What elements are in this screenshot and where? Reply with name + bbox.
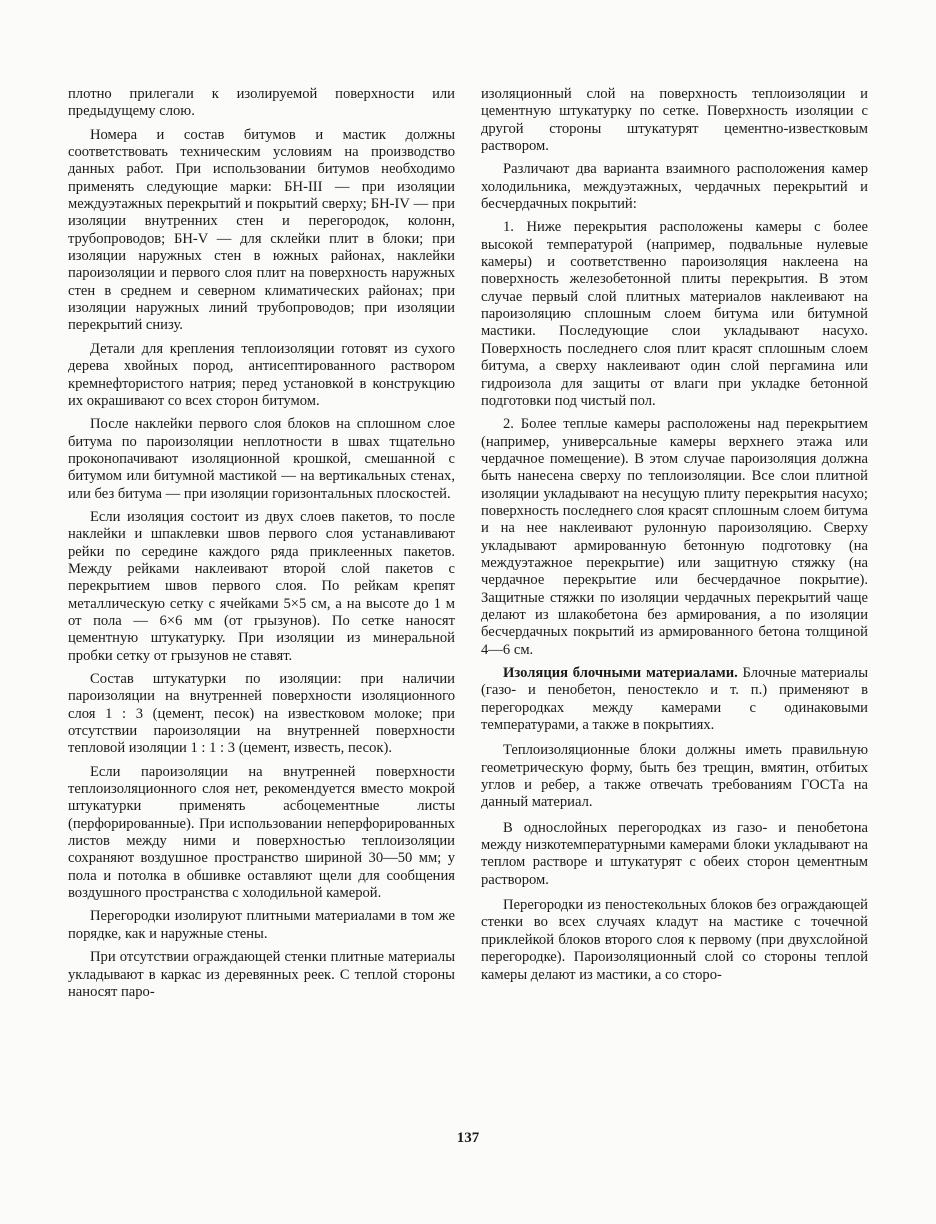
left-paragraph: [68, 127, 455, 335]
left-paragraph: [68, 671, 455, 758]
right-paragraph: [481, 897, 868, 984]
section-heading: Изоляция блочными материалами.: [503, 665, 738, 681]
left-paragraph: [68, 341, 455, 410]
right-paragraph: [481, 820, 868, 889]
left-paragraph: [68, 764, 455, 903]
left-paragraph: [68, 86, 455, 121]
paragraph-text: Перегородки изолируют плитными материалами в том же порядке, как и наружные стены.: [68, 908, 455, 942]
paragraph-text: 2. Более теплые камеры расположены над перекрытием (например, универсальные камеры верхнего этажа или чердачное помещение). В этом случае пароизоляция должна быть нанесена сверху по теплоизоляции. Все слои плитной изоляции укладывают на несущую плиту перекрытия насухо; поверхность последнего слоя красят сплошным слоем битума и на нее наклеивают рулонную пароизоляцию. Сверху укладывают армированную бетонную подготовку (на междуэтажное перекрытие) или защитную стяжку (на чердачное перекрытие или бесчердачное покрытие). Защитные стяжки по изоляции чердачных перекрытий чаще делают из шлакобетона без армирования, а по изоляции бесчердачных покрытий из армированного бетона толщиной 4—6 см.: [481, 416, 868, 658]
paragraph-text: Номера и состав битумов и мастик должны соответствовать техническим условиям на производство данных работ. При использовании битумов необходимо применять следующие марки: БН-III — при изоляции междуэтажных перекрытий и покрытий сверху; БН-IV — при изоляции внутренних стен и перегородок, колонн, трубопроводов; БН-V — для склейки плит в блоки; при изоляции наружных стен в южных районах, наклейки пароизоляции и первого слоя плит на поверхность наружных стен в среднем и северном климатических районах; при изоляции наружных линий трубопроводов; при изоляции перекрытий снизу.: [68, 126, 455, 334]
paragraph-text: изоляционный слой на поверхность теплоизоляции и цементную штукатурку по сетке. Поверхность изоляции с другой стороны штукатурят цементно-известковым раствором.: [481, 86, 868, 155]
left-paragraph: [68, 416, 455, 503]
left-paragraph: [68, 949, 455, 1001]
right-paragraph: [481, 416, 868, 659]
paragraph-text: При отсутствии ограждающей стенки плитные материалы укладывают в каркас из деревянных реек. С теплой стороны наносят паро-: [68, 949, 455, 1000]
paragraph-text: Теплоизоляционные блоки должны иметь правильную геометрическую форму, быть без трещин, вмятин, отбитых углов и ребер, а также отвечать требованиям ГОСТа на данный материал.: [481, 742, 868, 811]
paragraph-text: 1. Ниже перекрытия расположены камеры с более высокой температурой (например, подвальные нулевые камеры) и соответственно пароизоляция наклеена на поверхность железобетонной плиты перекрытия. В этом случае первый слой плитных материалов наклеивают на пароизоляцию сплошным слоем битума или битумной мастики. Последующие слои укладывают насухо. Поверхность последнего слоя плит красят сплошным слоем битума, а сверху наклеивают один слой пергамина или гидроизола для защиты от влаги при укладке бетонной подготовки под чистый пол.: [481, 219, 868, 409]
left-text-column: [68, 86, 455, 1007]
left-paragraph: [68, 908, 455, 943]
paragraph-text: Состав штукатурки по изоляции: при наличии пароизоляции на внутренней поверхности изоляционного слоя 1 : 3 (цемент, песок) на известковом молоке; при отсутствии пароизоляции на внутренней поверхности тепловой изоляции 1 : 1 : 3 (цемент, известь, песок).: [68, 671, 455, 757]
paragraph-text: Если пароизоляции на внутренней поверхности теплоизоляционного слоя нет, рекомендуется вместо мокрой штукатурки применять асбоцементные листы (перфорированные). При использовании неперфорированных листов между ними и поверхностью теплоизоляции сохраняют воздушное пространство шириной 30—50 мм; у пола и потолка в обшивке оставляют щели для сообщения воздушного пространства с холодильной камерой.: [68, 763, 455, 902]
right-paragraph: [481, 665, 868, 734]
right-text-column: [481, 86, 868, 990]
right-paragraph: [481, 742, 868, 811]
paragraph-text: Различают два варианта взаимного расположения камер холодильника, междуэтажных, чердачных перекрытий и бесчердачных покрытий:: [481, 161, 868, 213]
left-paragraph: [68, 509, 455, 665]
page-number: 137: [456, 1130, 480, 1146]
paragraph-text: В однослойных перегородках из газо- и пенобетона между низкотемпературными камерами блоки укладывают на теплом растворе и штукатурят с обеих сторон цементным раствором.: [481, 819, 868, 888]
paragraph-text: Детали для крепления теплоизоляции готовят из сухого дерева хвойных пород, антисептированного раствором кремнефтористого натрия; перед установкой в конструкцию их окрашивают со всех сторон битумом.: [68, 340, 455, 409]
paragraph-text: Если изоляция состоит из двух слоев пакетов, то после наклейки и шпаклевки швов первого слоя устанавливают рейки по середине каждого ряда приклеенных пакетов. Между рейками наклеивают второй слой пакетов с перекрытием швов первого слоя. По рейкам крепят металлическую сетку с ячейками 5×5 см, а на высоте до 1 м от пола — 6×6 мм (от грызунов). По сетке наносят цементную штукатурку. При изоляции из минеральной пробки сетку от грызунов не ставят.: [68, 508, 455, 664]
paragraph-text: После наклейки первого слоя блоков на сплошном слое битума по пароизоляции неплотности в швах тщательно проконопачивают изоляционной крошкой, смешанной с битумом или битумной мастикой — на вертикальных стенах, или без битума — при изоляции горизонтальных плоскостей.: [68, 416, 455, 502]
paragraph-text: плотно прилегали к изолируемой поверхности или предыдущему слою.: [68, 86, 455, 120]
paragraph-text: Блочные материалы (газо- и пенобетон, пеностекло и т. п.) применяют в перегородках между камерами с одинаковыми температурами, а также в покрытиях.: [481, 665, 869, 734]
right-paragraph: [481, 86, 868, 155]
right-paragraph: [481, 219, 868, 410]
right-paragraph: [481, 161, 868, 213]
paragraph-text: Перегородки из пеностекольных блоков без ограждающей стенки во всех случаях кладут на мастике с точечной приклейкой блоков второго слоя к первому (при двухслойной перегородке). Пароизоляционный слой со стороны теплой камеры делают из мастики, а со сторо-: [481, 897, 868, 983]
